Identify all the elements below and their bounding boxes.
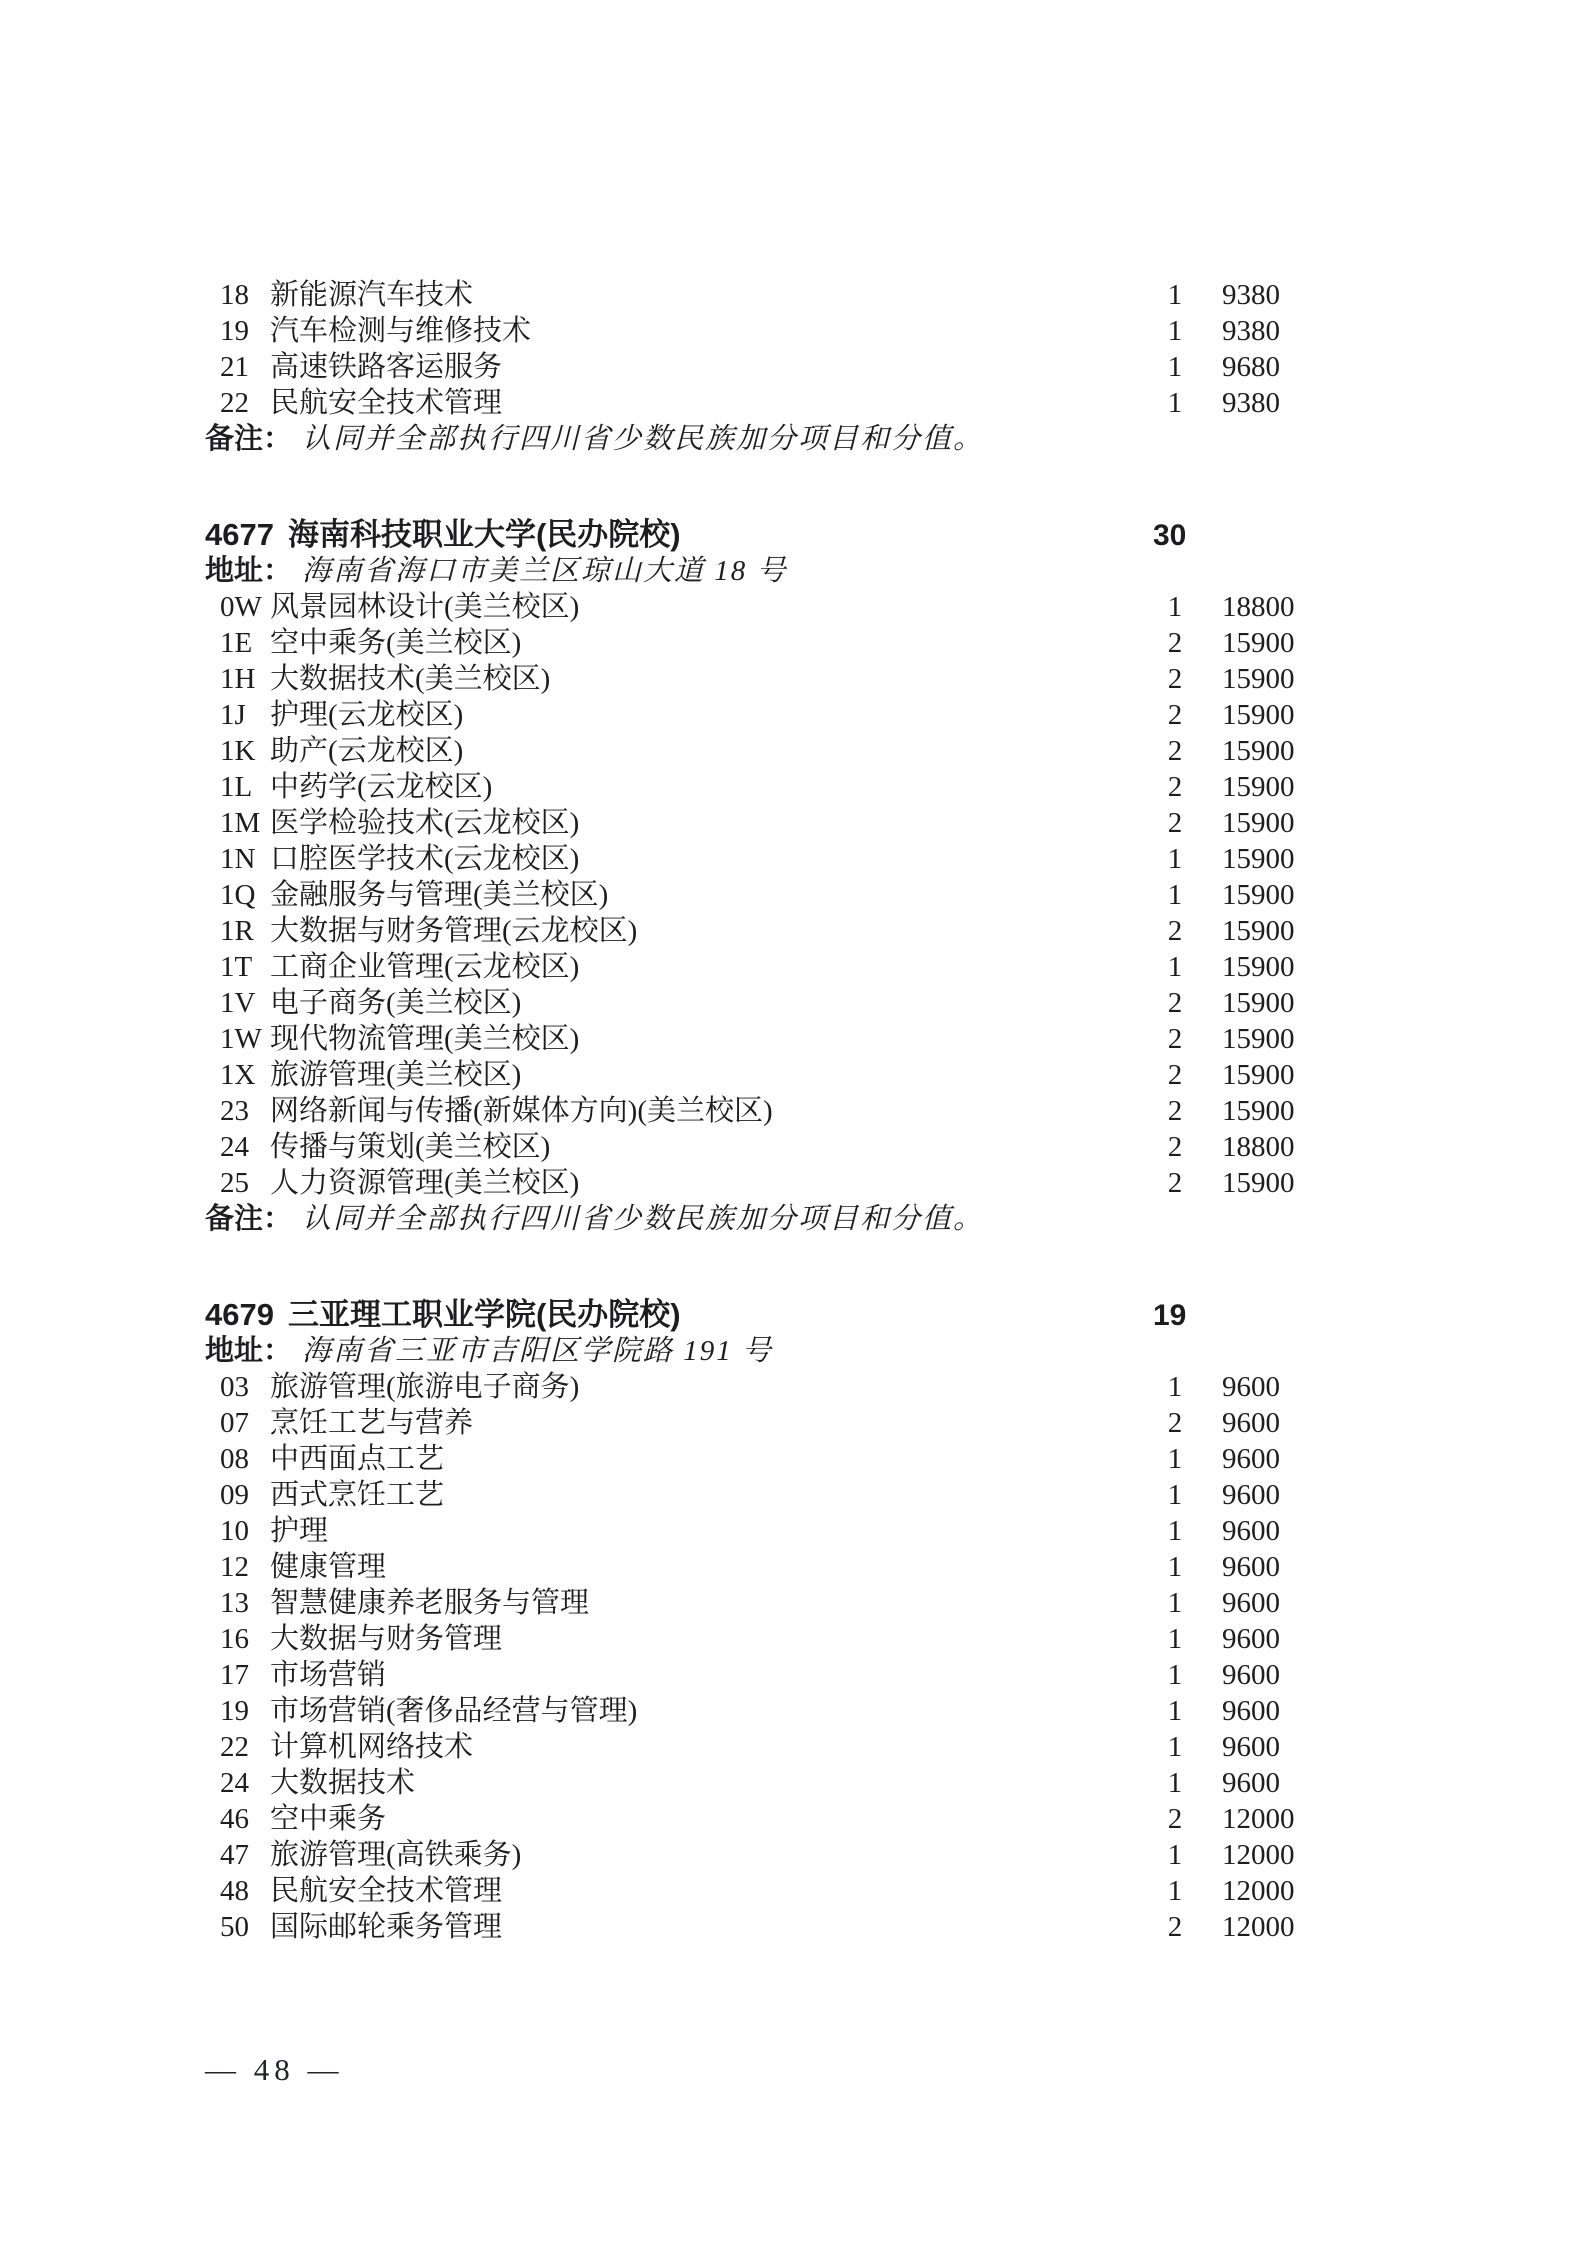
major-name: 风景园林设计(美兰校区)	[270, 591, 580, 623]
note-line	[205, 421, 1385, 457]
address-text: 海南省海口市美兰区琼山大道 18 号	[302, 555, 788, 587]
major-tuition-fee: 15900	[1222, 915, 1295, 947]
major-plan-count: 1	[1167, 387, 1183, 419]
major-plan-count: 2	[1167, 1095, 1183, 1127]
major-row	[220, 913, 1342, 949]
major-row	[220, 1837, 1342, 1873]
major-name: 大数据技术(美兰校区)	[270, 663, 551, 695]
major-plan-count: 1	[1167, 1731, 1183, 1763]
major-plan-count: 2	[1167, 1407, 1183, 1439]
major-row	[220, 1369, 1342, 1405]
major-code: 24	[220, 1767, 249, 1799]
major-tuition-fee: 9600	[1222, 1479, 1280, 1511]
admission-plan-list	[205, 277, 1385, 1945]
school-plan-count: 19	[1153, 1299, 1187, 1332]
major-code: 08	[220, 1443, 249, 1475]
address-label: 地址：	[205, 555, 293, 587]
major-plan-count: 2	[1167, 627, 1183, 659]
major-plan-count: 1	[1167, 279, 1183, 311]
major-tuition-fee: 15900	[1222, 663, 1295, 695]
major-row	[220, 1021, 1342, 1057]
note-text: 认同并全部执行四川省少数民族加分项目和分值。	[302, 423, 985, 455]
major-row	[220, 1801, 1342, 1837]
major-row	[220, 841, 1342, 877]
major-plan-count: 1	[1167, 1551, 1183, 1583]
major-name: 大数据技术	[270, 1767, 416, 1799]
major-plan-count: 2	[1167, 1911, 1183, 1943]
major-code: 48	[220, 1875, 249, 1907]
major-tuition-fee: 18800	[1222, 591, 1295, 623]
major-plan-count: 2	[1167, 771, 1183, 803]
major-code: 09	[220, 1479, 249, 1511]
major-name: 民航安全技术管理	[270, 1875, 503, 1907]
major-row	[220, 1585, 1342, 1621]
note-label: 备注：	[205, 1203, 293, 1235]
major-name: 计算机网络技术	[270, 1731, 474, 1763]
major-code: 1X	[220, 1059, 256, 1091]
major-code: 24	[220, 1131, 249, 1163]
major-plan-count: 1	[1167, 315, 1183, 347]
major-row	[220, 1729, 1342, 1765]
major-plan-count: 1	[1167, 351, 1183, 383]
major-row	[220, 1657, 1342, 1693]
major-tuition-fee: 9600	[1222, 1695, 1280, 1727]
major-tuition-fee: 15900	[1222, 879, 1295, 911]
major-tuition-fee: 12000	[1222, 1839, 1295, 1871]
note-text: 认同并全部执行四川省少数民族加分项目和分值。	[302, 1203, 985, 1235]
major-row	[220, 349, 1342, 385]
major-row	[220, 1621, 1342, 1657]
major-name: 市场营销	[270, 1659, 387, 1691]
major-row	[220, 1129, 1342, 1165]
major-name: 医学检验技术(云龙校区)	[270, 807, 580, 839]
major-name: 电子商务(美兰校区)	[270, 987, 522, 1019]
major-tuition-fee: 18800	[1222, 1131, 1295, 1163]
major-plan-count: 1	[1167, 1839, 1183, 1871]
major-name: 空中乘务	[270, 1803, 387, 1835]
major-tuition-fee: 9600	[1222, 1587, 1280, 1619]
major-plan-count: 1	[1167, 591, 1183, 623]
major-plan-count: 1	[1167, 1767, 1183, 1799]
major-tuition-fee: 15900	[1222, 951, 1295, 983]
major-row	[220, 697, 1342, 733]
major-name: 民航安全技术管理	[270, 387, 503, 419]
major-tuition-fee: 15900	[1222, 807, 1295, 839]
major-row	[220, 625, 1342, 661]
major-row	[220, 985, 1342, 1021]
major-tuition-fee: 9600	[1222, 1767, 1280, 1799]
school-name: 海南科技职业大学(民办院校)	[287, 517, 681, 552]
major-row	[220, 733, 1342, 769]
major-name: 烹饪工艺与营养	[270, 1407, 474, 1439]
school-code: 4679	[205, 1297, 274, 1332]
major-code: 22	[220, 1731, 249, 1763]
major-code: 0W	[220, 591, 262, 623]
major-row	[220, 1549, 1342, 1585]
major-code: 1K	[220, 735, 256, 767]
major-tuition-fee: 9380	[1222, 387, 1280, 419]
major-tuition-fee: 15900	[1222, 771, 1295, 803]
major-plan-count: 2	[1167, 1803, 1183, 1835]
major-name: 传播与策划(美兰校区)	[270, 1131, 551, 1163]
address-label: 地址：	[205, 1335, 293, 1367]
major-code: 10	[220, 1515, 249, 1547]
major-code: 12	[220, 1551, 249, 1583]
major-row	[220, 313, 1342, 349]
major-plan-count: 1	[1167, 1875, 1183, 1907]
major-code: 47	[220, 1839, 249, 1871]
major-name: 助产(云龙校区)	[270, 735, 464, 767]
school-title	[205, 1297, 1153, 1333]
major-code: 46	[220, 1803, 249, 1835]
major-code: 19	[220, 1695, 249, 1727]
major-row	[220, 1441, 1342, 1477]
major-tuition-fee: 9600	[1222, 1443, 1280, 1475]
major-tuition-fee: 15900	[1222, 699, 1295, 731]
major-code: 23	[220, 1095, 249, 1127]
major-code: 22	[220, 387, 249, 419]
major-name: 高速铁路客运服务	[270, 351, 503, 383]
major-code: 1H	[220, 663, 256, 695]
page-number-text: — 48 —	[205, 2052, 344, 2087]
major-name: 网络新闻与传播(新媒体方向)(美兰校区)	[270, 1095, 773, 1127]
major-name: 西式烹饪工艺	[270, 1479, 445, 1511]
major-plan-count: 2	[1167, 735, 1183, 767]
major-row	[220, 1405, 1342, 1441]
major-code: 1W	[220, 1023, 262, 1055]
school-header	[205, 517, 1342, 553]
major-row	[220, 805, 1342, 841]
major-code: 1R	[220, 915, 254, 947]
major-plan-count: 2	[1167, 807, 1183, 839]
major-plan-count: 2	[1167, 1023, 1183, 1055]
major-name: 健康管理	[270, 1551, 387, 1583]
major-code: 1L	[220, 771, 253, 803]
major-plan-count: 1	[1167, 1695, 1183, 1727]
major-name: 护理	[270, 1515, 329, 1547]
school-name: 三亚理工职业学院(民办院校)	[287, 1297, 681, 1332]
major-code: 13	[220, 1587, 249, 1619]
major-plan-count: 2	[1167, 1131, 1183, 1163]
major-code: 21	[220, 351, 249, 383]
major-row	[220, 1513, 1342, 1549]
major-tuition-fee: 9600	[1222, 1515, 1280, 1547]
major-row	[220, 1057, 1342, 1093]
major-row	[220, 1765, 1342, 1801]
major-name: 护理(云龙校区)	[270, 699, 464, 731]
major-plan-count: 2	[1167, 1059, 1183, 1091]
major-row	[220, 1477, 1342, 1513]
major-plan-count: 1	[1167, 843, 1183, 875]
major-tuition-fee: 15900	[1222, 843, 1295, 875]
major-plan-count: 1	[1167, 1479, 1183, 1511]
major-code: 16	[220, 1623, 249, 1655]
major-tuition-fee: 15900	[1222, 987, 1295, 1019]
major-tuition-fee: 12000	[1222, 1803, 1295, 1835]
major-name: 旅游管理(旅游电子商务)	[270, 1371, 580, 1403]
major-name: 口腔医学技术(云龙校区)	[270, 843, 580, 875]
major-tuition-fee: 9380	[1222, 279, 1280, 311]
major-code: 1T	[220, 951, 253, 983]
major-name: 现代物流管理(美兰校区)	[270, 1023, 580, 1055]
school-code: 4677	[205, 517, 274, 552]
address-line	[205, 1333, 1385, 1369]
major-plan-count: 1	[1167, 879, 1183, 911]
major-tuition-fee: 9600	[1222, 1551, 1280, 1583]
major-row	[220, 877, 1342, 913]
major-tuition-fee: 9380	[1222, 315, 1280, 347]
major-code: 1N	[220, 843, 256, 875]
major-code: 19	[220, 315, 249, 347]
major-name: 空中乘务(美兰校区)	[270, 627, 522, 659]
major-name: 市场营销(奢侈品经营与管理)	[270, 1695, 638, 1727]
major-row	[220, 1165, 1342, 1201]
major-code: 17	[220, 1659, 249, 1691]
major-plan-count: 1	[1167, 1515, 1183, 1547]
major-row	[220, 589, 1342, 625]
major-tuition-fee: 9600	[1222, 1371, 1280, 1403]
major-code: 1M	[220, 807, 261, 839]
school-plan-count: 30	[1153, 519, 1187, 552]
major-plan-count: 2	[1167, 987, 1183, 1019]
page-number	[205, 2052, 344, 2088]
address-line	[205, 553, 1385, 589]
major-code: 1J	[220, 699, 246, 731]
major-row	[220, 949, 1342, 985]
major-row	[220, 661, 1342, 697]
major-tuition-fee: 9600	[1222, 1659, 1280, 1691]
major-plan-count: 1	[1167, 1623, 1183, 1655]
major-tuition-fee: 15900	[1222, 1023, 1295, 1055]
major-tuition-fee: 15900	[1222, 1167, 1295, 1199]
major-plan-count: 1	[1167, 1587, 1183, 1619]
major-tuition-fee: 9600	[1222, 1407, 1280, 1439]
major-row	[220, 1093, 1342, 1129]
major-code: 03	[220, 1371, 249, 1403]
major-code: 25	[220, 1167, 249, 1199]
major-tuition-fee: 9600	[1222, 1731, 1280, 1763]
major-row	[220, 277, 1342, 313]
major-name: 旅游管理(高铁乘务)	[270, 1839, 522, 1871]
major-code: 18	[220, 279, 249, 311]
major-code: 1V	[220, 987, 256, 1019]
major-name: 工商企业管理(云龙校区)	[270, 951, 580, 983]
major-code: 1Q	[220, 879, 256, 911]
major-plan-count: 2	[1167, 915, 1183, 947]
major-name: 大数据与财务管理(云龙校区)	[270, 915, 638, 947]
major-row	[220, 1693, 1342, 1729]
note-line	[205, 1201, 1385, 1237]
major-plan-count: 1	[1167, 951, 1183, 983]
major-name: 中西面点工艺	[270, 1443, 445, 1475]
major-tuition-fee: 9680	[1222, 351, 1280, 383]
major-tuition-fee: 12000	[1222, 1911, 1295, 1943]
major-tuition-fee: 15900	[1222, 735, 1295, 767]
major-plan-count: 2	[1167, 1167, 1183, 1199]
major-code: 50	[220, 1911, 249, 1943]
major-row	[220, 1873, 1342, 1909]
major-name: 大数据与财务管理	[270, 1623, 503, 1655]
major-tuition-fee: 15900	[1222, 1095, 1295, 1127]
major-plan-count: 1	[1167, 1443, 1183, 1475]
school-title	[205, 517, 1153, 553]
major-name: 汽车检测与维修技术	[270, 315, 532, 347]
major-name: 旅游管理(美兰校区)	[270, 1059, 522, 1091]
major-name: 中药学(云龙校区)	[270, 771, 493, 803]
major-plan-count: 1	[1167, 1371, 1183, 1403]
major-row	[220, 1909, 1342, 1945]
major-plan-count: 2	[1167, 663, 1183, 695]
major-row	[220, 385, 1342, 421]
major-name: 智慧健康养老服务与管理	[270, 1587, 590, 1619]
major-name: 金融服务与管理(美兰校区)	[270, 879, 609, 911]
major-name: 国际邮轮乘务管理	[270, 1911, 503, 1943]
major-row	[220, 769, 1342, 805]
major-code: 1E	[220, 627, 253, 659]
major-code: 07	[220, 1407, 249, 1439]
school-header	[205, 1297, 1342, 1333]
major-name: 新能源汽车技术	[270, 279, 474, 311]
note-label: 备注：	[205, 423, 293, 455]
major-tuition-fee: 15900	[1222, 627, 1295, 659]
major-plan-count: 1	[1167, 1659, 1183, 1691]
major-name: 人力资源管理(美兰校区)	[270, 1167, 580, 1199]
address-text: 海南省三亚市吉阳区学院路 191 号	[302, 1335, 774, 1367]
major-plan-count: 2	[1167, 699, 1183, 731]
major-tuition-fee: 15900	[1222, 1059, 1295, 1091]
major-tuition-fee: 12000	[1222, 1875, 1295, 1907]
major-tuition-fee: 9600	[1222, 1623, 1280, 1655]
